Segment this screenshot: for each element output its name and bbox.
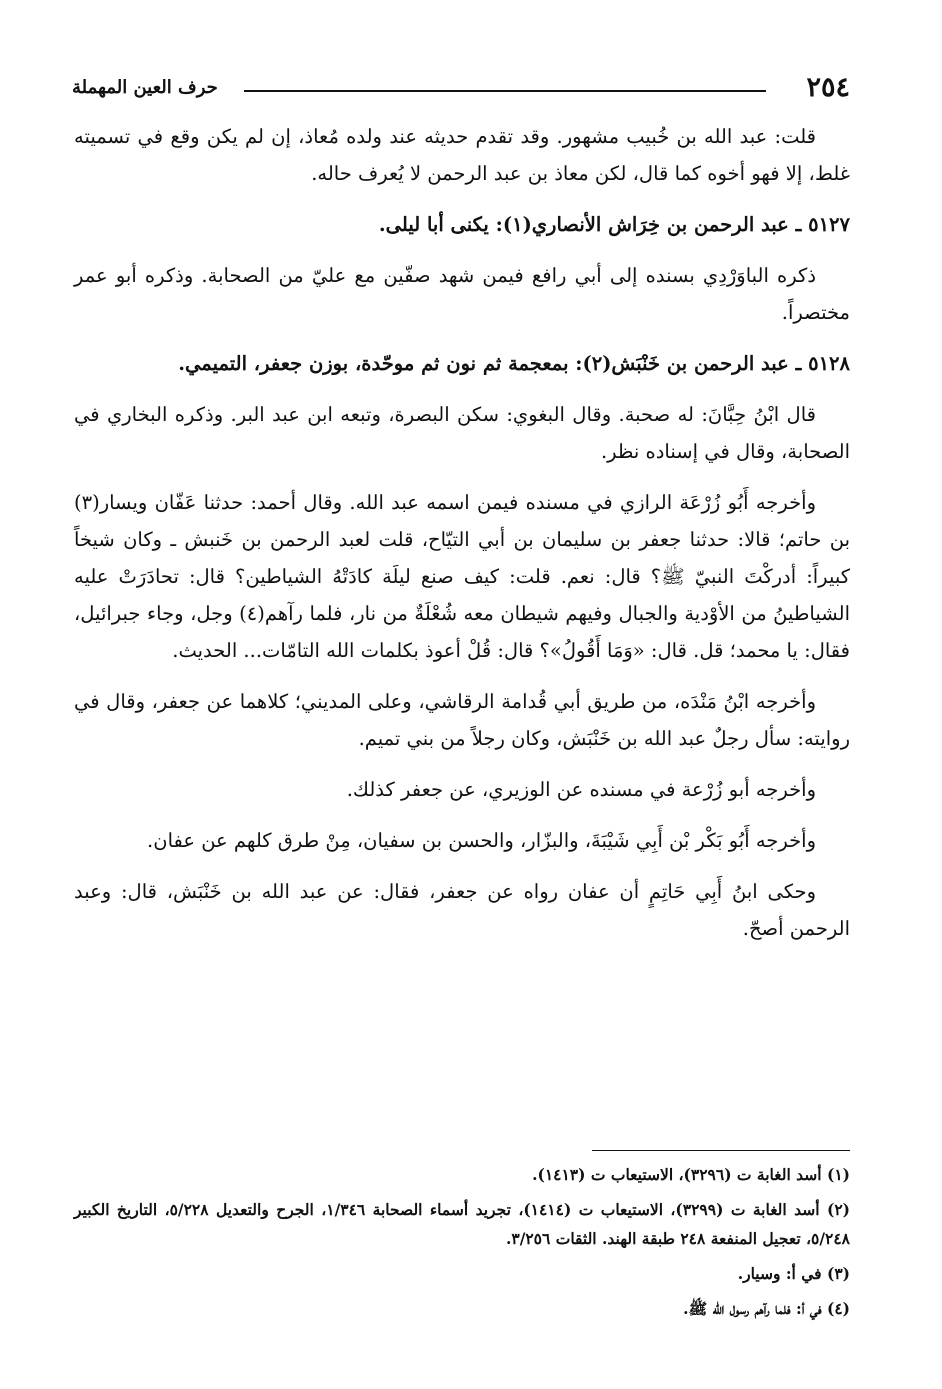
paragraph: وأخرجه ابْنُ مَنْدَه، من طريق أبي قُدامة الرقاشي، وعلى المديني؛ كلاهما عن جعفر، وقال في روايته: سأل رجلٌ عبد الله بن خَنْبَش، وكان رجلاً من بني تميم. <box>74 690 850 750</box>
entry-5127: ٥١٢٧ ـ عبد الرحمن بن خِرَاش الأنصاري(١): يكنى أبا ليلى. <box>378 213 850 236</box>
paragraph: ذكره الباوَرْدِي بسنده إلى أبي رافع فيمن شهد صفّين مع عليّ من الصحابة. وذكره أبو عمر مختصراً. <box>74 264 850 324</box>
paragraph: وأخرجه أَبُو زُرْعَة الرازي في مسنده فيمن اسمه عبد الله. وقال أحمد: حدثنا عَفّان ويسار(٣) بن حاتم؛ قالا: حدثنا جعفر بن سليمان بن أبي التيّاح، قلت لعبد الرحمن بن خَنبش ـ وكان شيخاً كبيراً: أدركْتَ النبيّ ﷺ؟ قال: نعم. قلت: كيف صنع ليلَة كادَتْهُ الشياطين؟ قال: تحادَرَتْ عليه الشياطينُ من الأوْدية والجبال وفيهم شيطان معه شُعْلَةٌ من نار، فلما رآهم(٤) وجل، وجاء جبرائيل، فقال: يا محمد؛ قل. قال: «وَمَا أَقُولُ»؟ قال: قُلْ أعوذ بكلمات الله التامّات... الحديث. <box>74 491 850 662</box>
paragraph: وحكى ابنُ أَبِي حَاتِمٍ أن عفان رواه عن جعفر، فقال: عن عبد الله بن خَنْبَش، قال: وعبد الرحمن أصحّ. <box>74 880 850 940</box>
footnotes <box>74 1160 850 1329</box>
footnote-2: (٢) أسد الغابة ت (٣٢٩٩)، الاستيعاب ت (١٤١٤)، تجريد أسماء الصحابة ١/٣٤٦، الجرح والتعديل ٥/٢٢٨، التاريخ الكبير ٥/٢٤٨، تعجيل المنفعة ٢٤٨ طبقة الهند. الثقات ٣/٢٥٦. <box>74 1200 850 1248</box>
footnote-1: (١) أسد الغابة ت (٣٢٩٦)، الاستيعاب ت (١٤١٣). <box>532 1165 850 1184</box>
footnote-3: (٣) في أ: وسيار. <box>737 1264 850 1283</box>
page-number: ٢٥٤ <box>806 72 850 103</box>
page-header <box>72 68 850 108</box>
paragraph: وأخرجه أَبُو بَكْر بْن أَبِي شَيْبَةَ، والبزّار، والحسن بن سفيان، مِنْ طرق كلهم عن عفان. <box>147 829 816 852</box>
paragraph: قال ابْنُ حِبَّانَ: له صحبة. وقال البغوي: سكن البصرة، وتبعه ابن عبد البر. وذكره البخاري في الصحابة، وقال في إسناده نظر. <box>74 403 850 463</box>
footnote-rule <box>592 1150 850 1151</box>
paragraph: قلت: عبد الله بن خُبيب مشهور. وقد تقدم حديثه عند ولده مُعاذ، إن لم يكن وقع في تسميته غلط، إلا فهو أخوه كما قال، لكن معاذ بن عبد الرحمن لا يُعرف حاله. <box>74 125 850 185</box>
header-rule <box>244 90 766 92</box>
entry-5128: ٥١٢٨ ـ عبد الرحمن بن خَنْبَش(٢): بمعجمة ثم نون ثم موحّدة، بوزن جعفر، التميمي. <box>178 352 850 375</box>
running-title: حرف العين المهملة <box>72 77 218 98</box>
main-text <box>74 118 850 961</box>
paragraph: وأخرجه أبو زُرْعة في مسنده عن الوزيري، عن جعفر كذلك. <box>346 778 816 801</box>
footnote-4: (٤) في أ: فلما رآهم رسول الله ﷺ. <box>683 1299 850 1318</box>
